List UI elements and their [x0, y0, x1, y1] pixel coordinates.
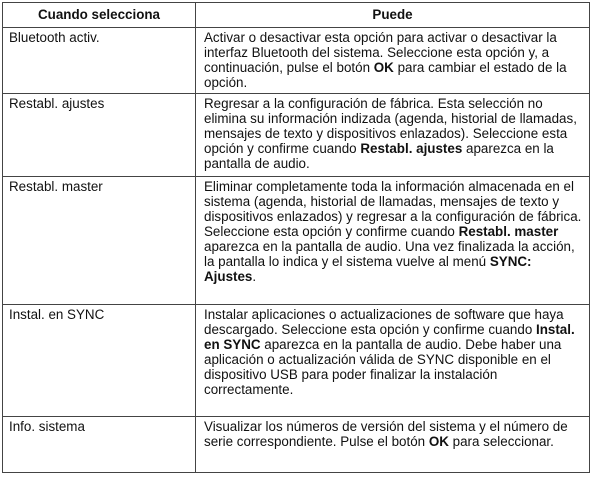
desc-text: Activar o desactivar esta opción para activar o desactivar la interfaz Bluetooth del sistema. Seleccione esta opción y, a continuación, pulse el botón: [204, 30, 557, 75]
desc-text: Eliminar completamente toda la información almacenada en el sistema (agenda, historial de llamadas, mensajes de texto y dispositivos enlazados) y regresar a la configuración de fábrica. Seleccione esta opción y confirme cuando: [204, 179, 582, 239]
desc-text: aparezca en la pantalla de audio. Una vez finalizada la acción, la pantalla lo indica y el sistema vuelve al menú: [204, 239, 575, 269]
option-name: Instal. en SYNC: [3, 305, 196, 417]
table-row: [3, 417, 590, 473]
option-name: Restabl. master: [3, 177, 196, 305]
desc-text: aparezca en la pantalla de audio.: [204, 141, 554, 171]
option-name: Restabl. ajustes: [3, 94, 196, 177]
desc-bold-text: Restabl. master: [458, 224, 559, 239]
option-description: [196, 28, 590, 94]
option-name: Bluetooth activ.: [3, 28, 196, 94]
option-name: Info. sistema: [3, 417, 196, 473]
header-when-selecting: Cuando selecciona: [3, 3, 196, 28]
table-row: [3, 305, 590, 417]
desc-text: Instalar aplicaciones o actualizaciones de software que haya descargado. Seleccione esta opción y confirme cuando: [204, 307, 564, 337]
desc-text: para seleccionar.: [448, 434, 554, 449]
options-table: [2, 2, 590, 473]
desc-bold-text: Restabl. ajustes: [360, 141, 463, 156]
table-row: [3, 177, 590, 305]
desc-text: .: [252, 269, 257, 284]
desc-text: Visualizar los números de versión del sistema y el número de serie correspondiente. Pulse el botón: [204, 419, 568, 449]
table-row: [3, 94, 590, 177]
option-description: [196, 177, 590, 305]
table-header-row: [3, 3, 590, 28]
desc-bold-text: SYNC: Ajustes: [204, 254, 532, 284]
options-table-wrapper: [2, 2, 589, 494]
desc-text: Regresar a la configuración de fábrica. Esta selección no elimina su información indizada (agenda, historial de llamadas, mensajes de texto y dispositivos enlazados). Seleccione esta opción y confirme cuando: [204, 96, 577, 156]
option-description: [196, 305, 590, 417]
desc-bold-text: OK: [373, 60, 394, 75]
desc-text: aparezca en la pantalla de audio. Debe haber una aplicación o actualización válida de SYNC disponible en el dispositivo USB para poder finalizar la instalación correctamente.: [204, 337, 562, 397]
desc-bold-text: Instal. en SYNC: [204, 322, 575, 352]
desc-bold-text: OK: [428, 434, 449, 449]
option-description: [196, 417, 590, 473]
option-description: [196, 94, 590, 177]
table-row: [3, 28, 590, 94]
header-can: Puede: [196, 3, 590, 28]
desc-text: para cambiar el estado de la opción.: [204, 60, 567, 90]
